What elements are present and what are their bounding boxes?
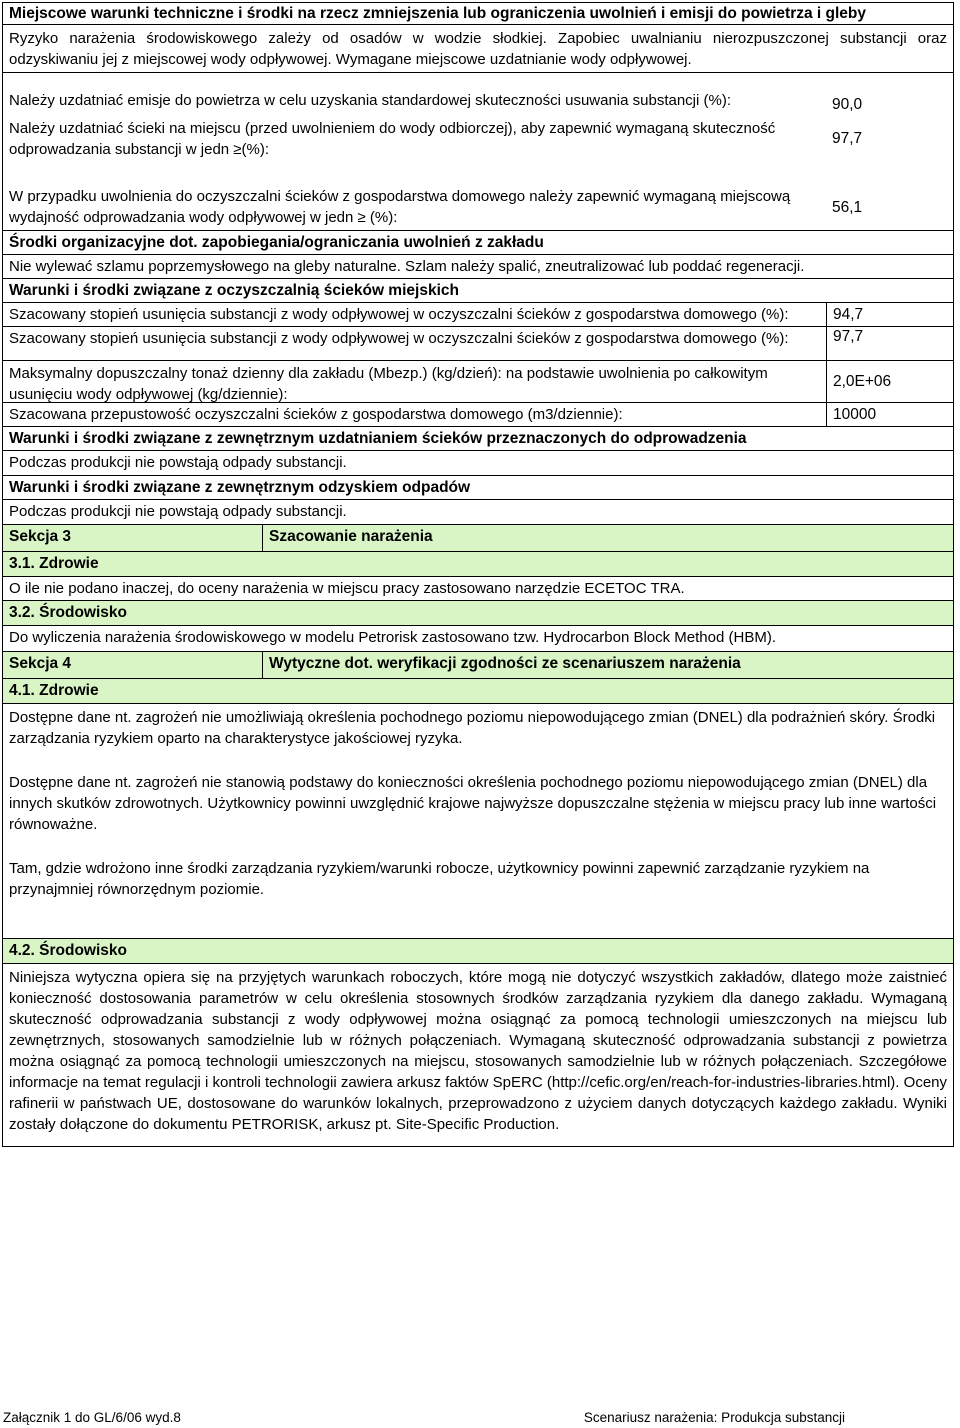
s31-title: 3.1. Zdrowie — [9, 555, 99, 572]
stp-label: Szacowany stopień usunięcia substancji z wody odpływowej w oczyszczalni ścieków z gospodarstwa domowego (%): — [9, 330, 789, 347]
stp-row — [3, 327, 953, 361]
stp-label: Szacowany stopień usunięcia substancji z wody odpływowej w oczyszczalni ścieków z gospodarstwa domowego (%): — [9, 306, 789, 323]
stp-label: Szacowana przepustowość oczyszczalni ścieków z gospodarstwa domowego (m3/dziennie): — [9, 406, 623, 423]
emissions-block — [3, 73, 953, 185]
emission-label: W przypadku uwolnienia do oczyszczalni ścieków z gospodarstwa domowego należy zapewnić wymaganą miejscową wydajność odprowadzania wody odpływowej w jedn ≥ (%): — [9, 188, 791, 226]
org-text: Nie wylewać szlamu poprzemysłowego na gleby naturalne. Szlam należy spalić, zneutralizować lub poddać regeneracji. — [9, 258, 805, 275]
s41-body — [3, 704, 953, 939]
stp-value: 2,0E+06 — [826, 361, 953, 402]
stp-value: 10000 — [826, 403, 953, 426]
section-heading: Miejscowe warunki techniczne i środki na rzecz zmniejszenia lub ograniczenia uwolnień i emisji do powietrza i gleby — [9, 5, 867, 22]
stp-heading: Warunki i środki związane z oczyszczalnią ścieków miejskich — [9, 282, 459, 299]
emission-row — [3, 89, 953, 115]
section-4-number: Sekcja 4 — [3, 652, 263, 678]
org-heading: Środki organizacyjne dot. zapobiegania/ograniczania uwolnień z zakładu — [9, 234, 544, 251]
s41-paragraph: Dostępne dane nt. zagrożeń nie stanowią podstawy do konieczności określenia pochodnego poziomu niepowodującego zmian (DNEL) dla innych skutków zdrowotnych. Użytkownicy powinni uwzględnić krajowe najwyższe dopuszczalne stężenia w miejscu pracy lub inne wartości równoważne. — [9, 774, 937, 833]
section-4-header — [3, 652, 953, 679]
ext-recov-heading: Warunki i środki związane z zewnętrznym odzyskiem odpadów — [9, 479, 471, 496]
stp-row — [3, 403, 953, 427]
s32-heading-row — [3, 601, 953, 626]
emission-value: 56,1 — [832, 198, 863, 216]
section-4-title: Wytyczne dot. weryfikacji zgodności ze scenariuszem narażenia — [269, 655, 741, 672]
s31-text: O ile nie podano inaczej, do oceny narażenia w miejscu pracy zastosowano narzędzie ECETOC TRA. — [9, 580, 685, 597]
emission-value: 97,7 — [832, 130, 863, 147]
emission-label: Należy uzdatniać ścieki na miejscu (przed uwolnieniem do wody odbiorczej), aby zapewnić wymaganą skuteczność odprowadzania substancji w jedn ≥(%): — [9, 120, 776, 158]
ext-recov-text-row — [3, 500, 953, 525]
document-table — [2, 2, 954, 1147]
s42-title: 4.2. Środowisko — [9, 942, 128, 959]
stp-heading-row — [3, 279, 953, 303]
s32-text: Do wyliczenia narażenia środowiskowego w modelu Petrorisk zastosowano tzw. Hydrocarbon Block Method (HBM). — [9, 629, 776, 646]
org-heading-row — [3, 231, 953, 255]
org-text-row — [3, 255, 953, 279]
risk-text: Ryzyko narażenia środowiskowego zależy od osadów w wodzie słodkiej. Zapobiec uwalnianiu nierozpuszczonej substancji oraz odzyskiwaniu jej z miejscowej wody odpływowej. Wymagane miejscowe uzdatnianie wody odpływowej. — [9, 30, 947, 68]
emission-label: Należy uzdatniać emisje do powietrza w celu uzyskania standardowej skuteczności usuwania substancji (%): — [9, 92, 732, 109]
stp-label: Maksymalny dopuszczalny tonaż dzienny dla zakładu (Mbezp.) (kg/dzień): na podstawie uwolnienia po całkowitym usunięciu wody odpływowej (kg/dziennie): — [9, 365, 768, 403]
footer-right: Scenariusz narażenia: Produkcja substancji — [583, 1410, 845, 1425]
s42-heading-row — [3, 939, 953, 964]
section-3-title: Szacowanie narażenia — [269, 528, 433, 545]
stp-value: 97,7 — [826, 327, 953, 360]
ext-treat-heading: Warunki i środki związane z zewnętrznym uzdatnianiem ścieków przeznaczonych do odprowadzenia — [9, 430, 747, 447]
s32-text-row — [3, 626, 953, 652]
emission-row — [3, 117, 953, 161]
s41-paragraph: Dostępne dane nt. zagrożeń nie umożliwiają określenia pochodnego poziomu niepowodującego zmian (DNEL) dla podrażnień skóry. Środki zarządzania ryzykiem oparto na charakterystyce jakościowej ryzyka. — [9, 709, 936, 747]
s31-heading-row — [3, 552, 953, 577]
emission-value: 90,0 — [832, 96, 863, 113]
s42-text: Niniejsza wytyczna opiera się na przyjętych warunkach roboczych, które mogą nie dotyczyć wszystkich zakładów, dlatego może zaistnieć konieczność dostosowania parametrów w celu określenia stosownych środków zarządzania ryzykiem dla danego zakładu. Wymaganą skuteczność odprowadzania substancji z wody odpływowej można osiągnąć za pomocą technologii umieszczonych na miejscu lub zewnętrznych, stosowanych samodzielnie lub w różnych połączeniach. Wymaganą skuteczność odprowadzania substancji z powietrza można osiągnąć za pomocą technologii umieszczonych na miejscu, stosowanych samodzielnie lub w różnych połączeniach. Szczegółowe informacje na temat regulacji i kontroli technologii zawiera arkusz faktów SpERC (http://cefic.org/en/reach-for-industries-libraries.html). Oceny rafinerii w państwach UE, dostosowane do warunków lokalnych, przeprowadzono z użyciem danych dotyczących każdego zakładu. Wyniki zostały dołączone do dokumentu PETRORISK, arkusz pt. Site-Specific Production. — [9, 969, 947, 1133]
ext-recov-heading-row — [3, 476, 953, 500]
ext-treat-text: Podczas produkcji nie powstają odpady substancji. — [9, 454, 347, 471]
s31-text-row — [3, 577, 953, 601]
s41-paragraph: Tam, gdzie wdrożono inne środki zarządzania ryzykiem/warunki robocze, użytkownicy powinni zapewnić zarządzanie ryzykiem na przynajmniej równorzędnym poziomie. — [9, 860, 870, 898]
ext-treat-heading-row — [3, 427, 953, 451]
s42-body — [3, 964, 953, 1146]
stp-row — [3, 361, 953, 403]
risk-row — [3, 25, 953, 73]
stp-value: 94,7 — [826, 303, 953, 326]
section-3-number: Sekcja 3 — [3, 525, 263, 551]
emission-row — [3, 185, 953, 231]
heading-row — [3, 3, 953, 25]
s41-title: 4.1. Zdrowie — [9, 682, 99, 699]
s41-heading-row — [3, 679, 953, 704]
stp-row — [3, 303, 953, 327]
ext-recov-text: Podczas produkcji nie powstają odpady substancji. — [9, 503, 347, 520]
s32-title: 3.2. Środowisko — [9, 604, 128, 621]
footer-left: Załącznik 1 do GL/6/06 wyd.8 — [3, 1410, 181, 1425]
ext-treat-text-row — [3, 451, 953, 476]
section-3-header — [3, 525, 953, 552]
